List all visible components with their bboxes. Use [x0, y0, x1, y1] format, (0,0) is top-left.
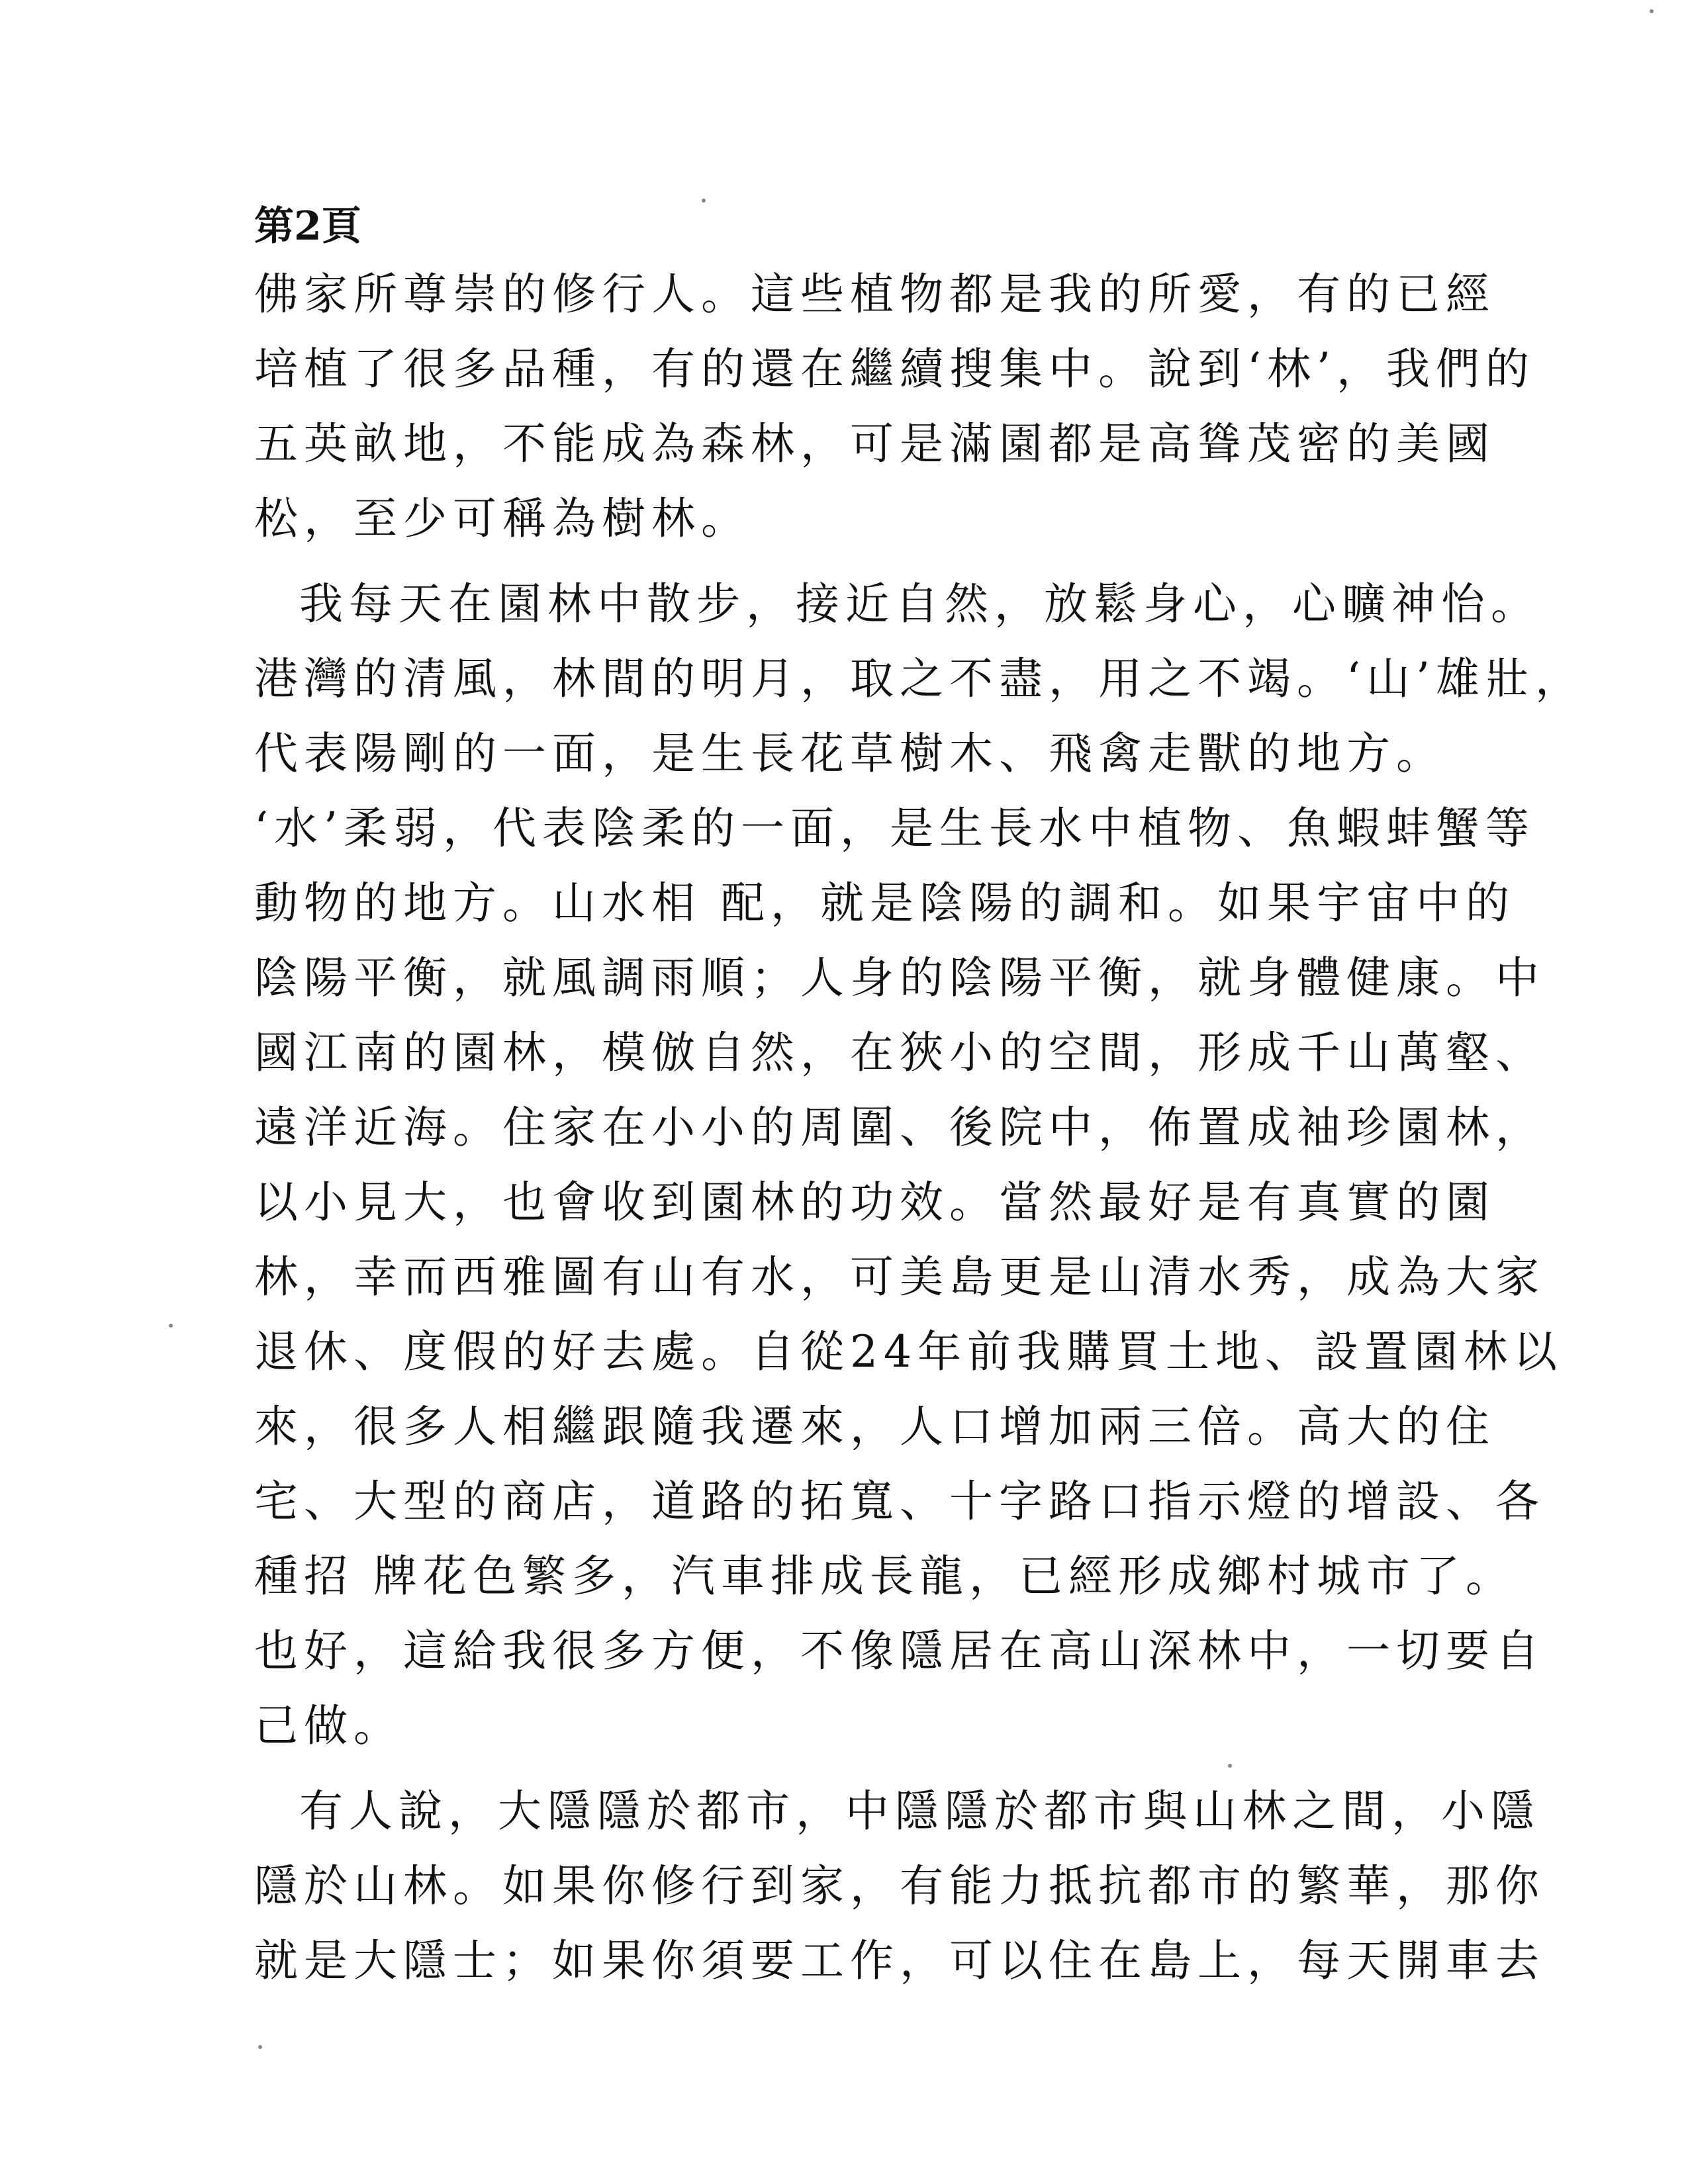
text-line: 松，至少可稱為樹林。: [254, 493, 751, 544]
text-line: 遠洋近海。住家在小小的周圍、後院中，佈置成袖珍園林，: [254, 1102, 1545, 1153]
text-line: 動物的地方。山水相 配，就是陰陽的調和。如果宇宙中的: [254, 878, 1515, 929]
scan-speck: [258, 2045, 262, 2049]
scan-speck: [1650, 9, 1654, 13]
text-line: 陰陽平衡，就風調雨順；人身的陰陽平衡，就身體健康。中: [254, 952, 1545, 1003]
scan-speck: [702, 199, 706, 203]
text-line: 退休、度假的好去處。自從24年前我購買土地、設置園林以: [254, 1326, 1563, 1377]
text-line: ‘水’柔弱，代表陰柔的一面，是生長水中植物、魚蝦蚌蟹等: [254, 803, 1535, 854]
text-line: 港灣的清風，林間的明月，取之不盡，用之不竭。‘山’雄壯，: [254, 653, 1585, 704]
text-line: 就是大隱士；如果你須要工作，可以住在島上，每天開車去: [254, 1935, 1545, 1986]
text-line: 國江南的園林，模倣自然，在狹小的空間，形成千山萬壑、: [254, 1027, 1545, 1078]
text-line: 培植了很多品種，有的還在繼續搜集中。說到‘林’，我們的: [254, 343, 1535, 394]
text-line: 佛家所尊崇的修行人。這些植物都是我的所愛，有的已經: [254, 269, 1495, 320]
text-line: 來，很多人相繼跟隨我遷來，人口增加兩三倍。高大的住: [254, 1401, 1495, 1452]
scan-speck: [1228, 1764, 1232, 1768]
paragraph-first-line: 有人說，大隱隱於都市，中隱隱於都市與山林之間，小隱: [299, 1786, 1540, 1837]
page-number: 第2頁: [254, 203, 361, 250]
text-line: 五英畝地，不能成為森林，可是滿園都是高聳茂密的美國: [254, 418, 1495, 469]
text-line: 宅、大型的商店，道路的拓寬、十字路口指示燈的增設、各: [254, 1476, 1545, 1527]
text-line: 代表陽剛的一面，是生長花草樹木、飛禽走獸的地方。: [254, 728, 1446, 779]
text-line: 隱於山林。如果你修行到家，有能力抵抗都市的繁華，那你: [254, 1860, 1545, 1911]
text-line: 種招 牌花色繁多，汽車排成長龍，已經形成鄉村城市了。: [254, 1551, 1515, 1602]
text-line: 以小見大，也會收到園林的功效。當然最好是有真實的園: [254, 1177, 1495, 1228]
scan-speck: [169, 1324, 173, 1328]
text-line: 林，幸而西雅圖有山有水，可美島更是山清水秀，成為大家: [254, 1251, 1545, 1302]
paragraph-first-line: 我每天在園林中散步，接近自然，放鬆身心，心曠神怡。: [299, 578, 1540, 629]
text-line: 也好，這給我很多方便，不像隱居在高山深林中，一切要自: [254, 1625, 1545, 1676]
text-line: 己做。: [254, 1700, 403, 1751]
